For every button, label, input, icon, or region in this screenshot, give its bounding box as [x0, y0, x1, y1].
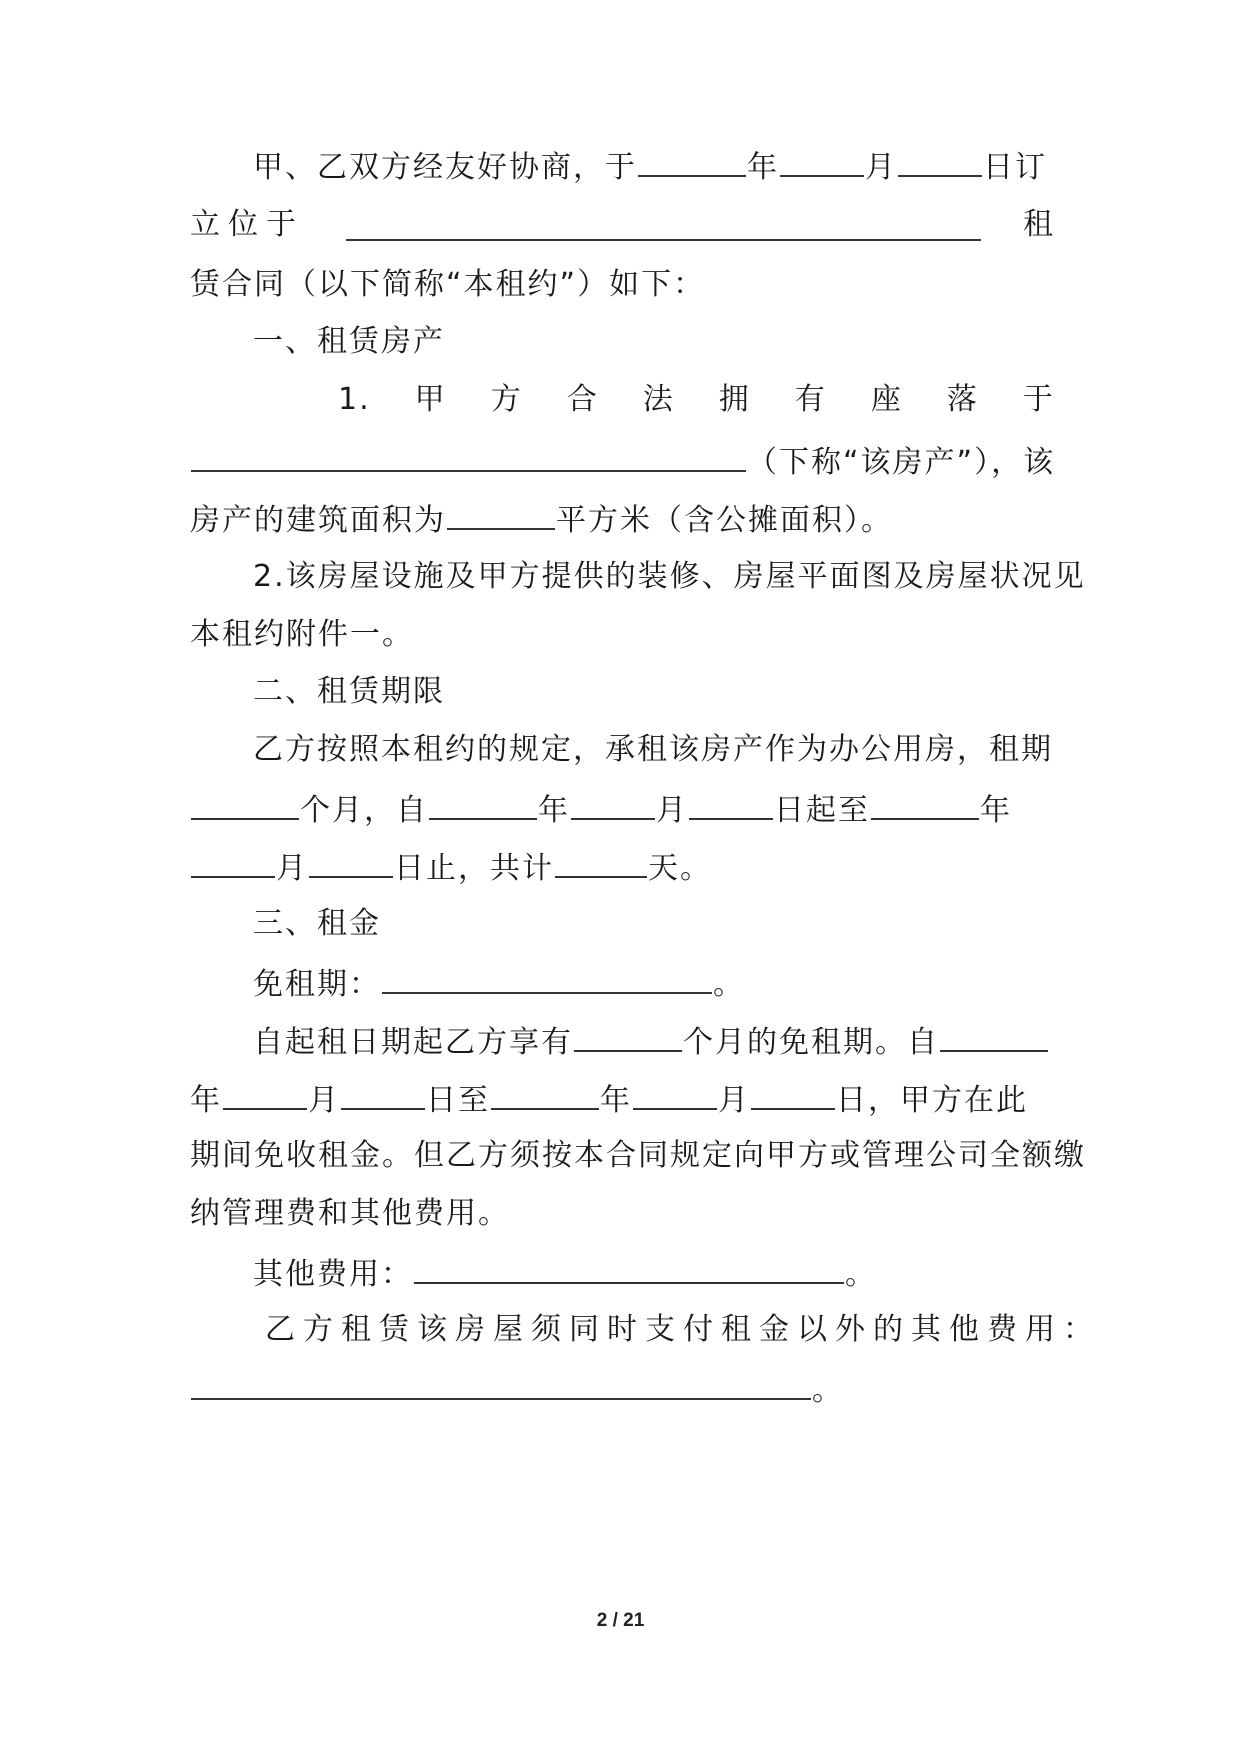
other-fees-line [253, 1252, 1055, 1292]
start-day-blank[interactable] [689, 788, 773, 820]
text-char: 合 [566, 382, 599, 417]
text-segment: （下称“该房产”），该 [747, 445, 1056, 480]
text-segment: 房产的建筑面积为 [190, 503, 446, 538]
rent-free-end-month-blank[interactable] [633, 1078, 717, 1110]
text-segment: 年 [600, 1083, 632, 1118]
section-heading-2: 二、租赁期限 [253, 674, 445, 709]
rent-free-months-blank[interactable] [574, 1020, 682, 1052]
text-segment: 。 [845, 1257, 877, 1292]
text-char: 落 [946, 382, 979, 417]
text-segment: 月 [718, 1083, 750, 1118]
agreement-date-line [253, 145, 1055, 185]
text-char: 于 [1022, 382, 1055, 417]
clause-number: 1. [338, 382, 371, 417]
text-char: 甲 [414, 382, 447, 417]
text-segment: 年 [747, 150, 779, 185]
text-segment: 天。 [648, 851, 712, 886]
text-segment: 月 [865, 150, 897, 185]
text-segment: 甲、乙双方经友好协商，于 [253, 150, 637, 185]
property-address-blank[interactable] [191, 440, 746, 472]
text-segment: 。 [812, 1373, 844, 1408]
additional-fees-line: 乙方租赁该房屋须同时支付租金以外的其他费用： [265, 1312, 1101, 1347]
text-segment: 免租期： [253, 967, 381, 1002]
end-year-blank[interactable] [871, 788, 979, 820]
rent-free-period-line [253, 962, 1055, 1002]
paragraph-line: 期间免收租金。但乙方须按本合同规定向甲方或管理公司全额缴 [190, 1138, 1086, 1173]
text-segment: 个月，自 [300, 793, 428, 828]
paragraph-line: 赁合同（以下简称“本租约”）如下： [190, 267, 706, 302]
location-line [190, 205, 1055, 245]
end-month-blank[interactable] [191, 846, 275, 878]
other-fees-blank[interactable] [414, 1252, 844, 1284]
text-segment: 日止，共计 [394, 851, 554, 886]
text-segment: 日至 [426, 1083, 490, 1118]
text-segment: 立位于 [190, 207, 304, 242]
total-days-blank[interactable] [555, 846, 647, 878]
page-number: 2 / 21 [596, 1610, 645, 1631]
end-day-blank[interactable] [309, 846, 393, 878]
text-segment: 年 [538, 793, 570, 828]
rent-free-months-line [253, 1020, 1055, 1060]
text-segment: 日订 [983, 150, 1047, 185]
text-segment: 。 [713, 967, 745, 1002]
text-char: 法 [642, 382, 675, 417]
rent-free-start-month-blank[interactable] [223, 1078, 307, 1110]
text-char: 座 [870, 382, 903, 417]
lease-term-line: 乙方按照本租约的规定，承租该房产作为办公用房，租期 [253, 732, 1053, 767]
rent-free-start-day-blank[interactable] [341, 1078, 425, 1110]
start-month-blank[interactable] [571, 788, 655, 820]
location-blank[interactable] [346, 209, 981, 241]
lease-end-line [190, 846, 1055, 886]
additional-fees-blank-line [190, 1368, 1055, 1408]
text-segment: 年 [980, 793, 1012, 828]
text-char: 方 [490, 382, 523, 417]
rent-free-blank[interactable] [382, 962, 712, 994]
section-heading-3: 三、租金 [253, 906, 381, 941]
text-segment: 其他费用： [253, 1257, 413, 1292]
text-segment: 月 [656, 793, 688, 828]
section-heading-1: 一、租赁房产 [253, 324, 445, 359]
clause-1-1-line [338, 380, 1055, 420]
text-char: 拥 [718, 382, 751, 417]
area-blank[interactable] [447, 498, 555, 530]
text-char: 有 [794, 382, 827, 417]
text-segment: 日，甲方在此 [836, 1083, 1028, 1118]
rent-free-end-day-blank[interactable] [751, 1078, 835, 1110]
text-segment: 年 [190, 1083, 222, 1118]
text-segment: 自起租日期起乙方享有 [253, 1025, 573, 1060]
months-blank[interactable] [191, 788, 299, 820]
clause-1-2-line: 2.该房屋设施及甲方提供的装修、房屋平面图及房屋状况见 [253, 559, 1086, 594]
property-address-line [190, 440, 1055, 480]
paragraph-line: 本租约附件一。 [190, 617, 414, 652]
text-segment: 日起至 [774, 793, 870, 828]
text-segment: 个月的免租期。自 [683, 1025, 939, 1060]
building-area-line [190, 498, 1055, 538]
text-segment: 租 [1023, 207, 1055, 242]
day-blank[interactable] [898, 145, 982, 177]
paragraph-line: 纳管理费和其他费用。 [190, 1196, 510, 1231]
start-year-blank[interactable] [429, 788, 537, 820]
year-blank[interactable] [638, 145, 746, 177]
text-segment: 平方米（含公摊面积）。 [556, 503, 893, 538]
month-blank[interactable] [780, 145, 864, 177]
lease-period-line [190, 788, 1055, 828]
text-segment: 月 [308, 1083, 340, 1118]
rent-free-end-year-blank[interactable] [491, 1078, 599, 1110]
additional-fees-blank[interactable] [191, 1368, 811, 1400]
text-segment: 月 [276, 851, 308, 886]
rent-free-dates-line [190, 1078, 1055, 1118]
rent-free-start-year-blank[interactable] [940, 1020, 1048, 1052]
